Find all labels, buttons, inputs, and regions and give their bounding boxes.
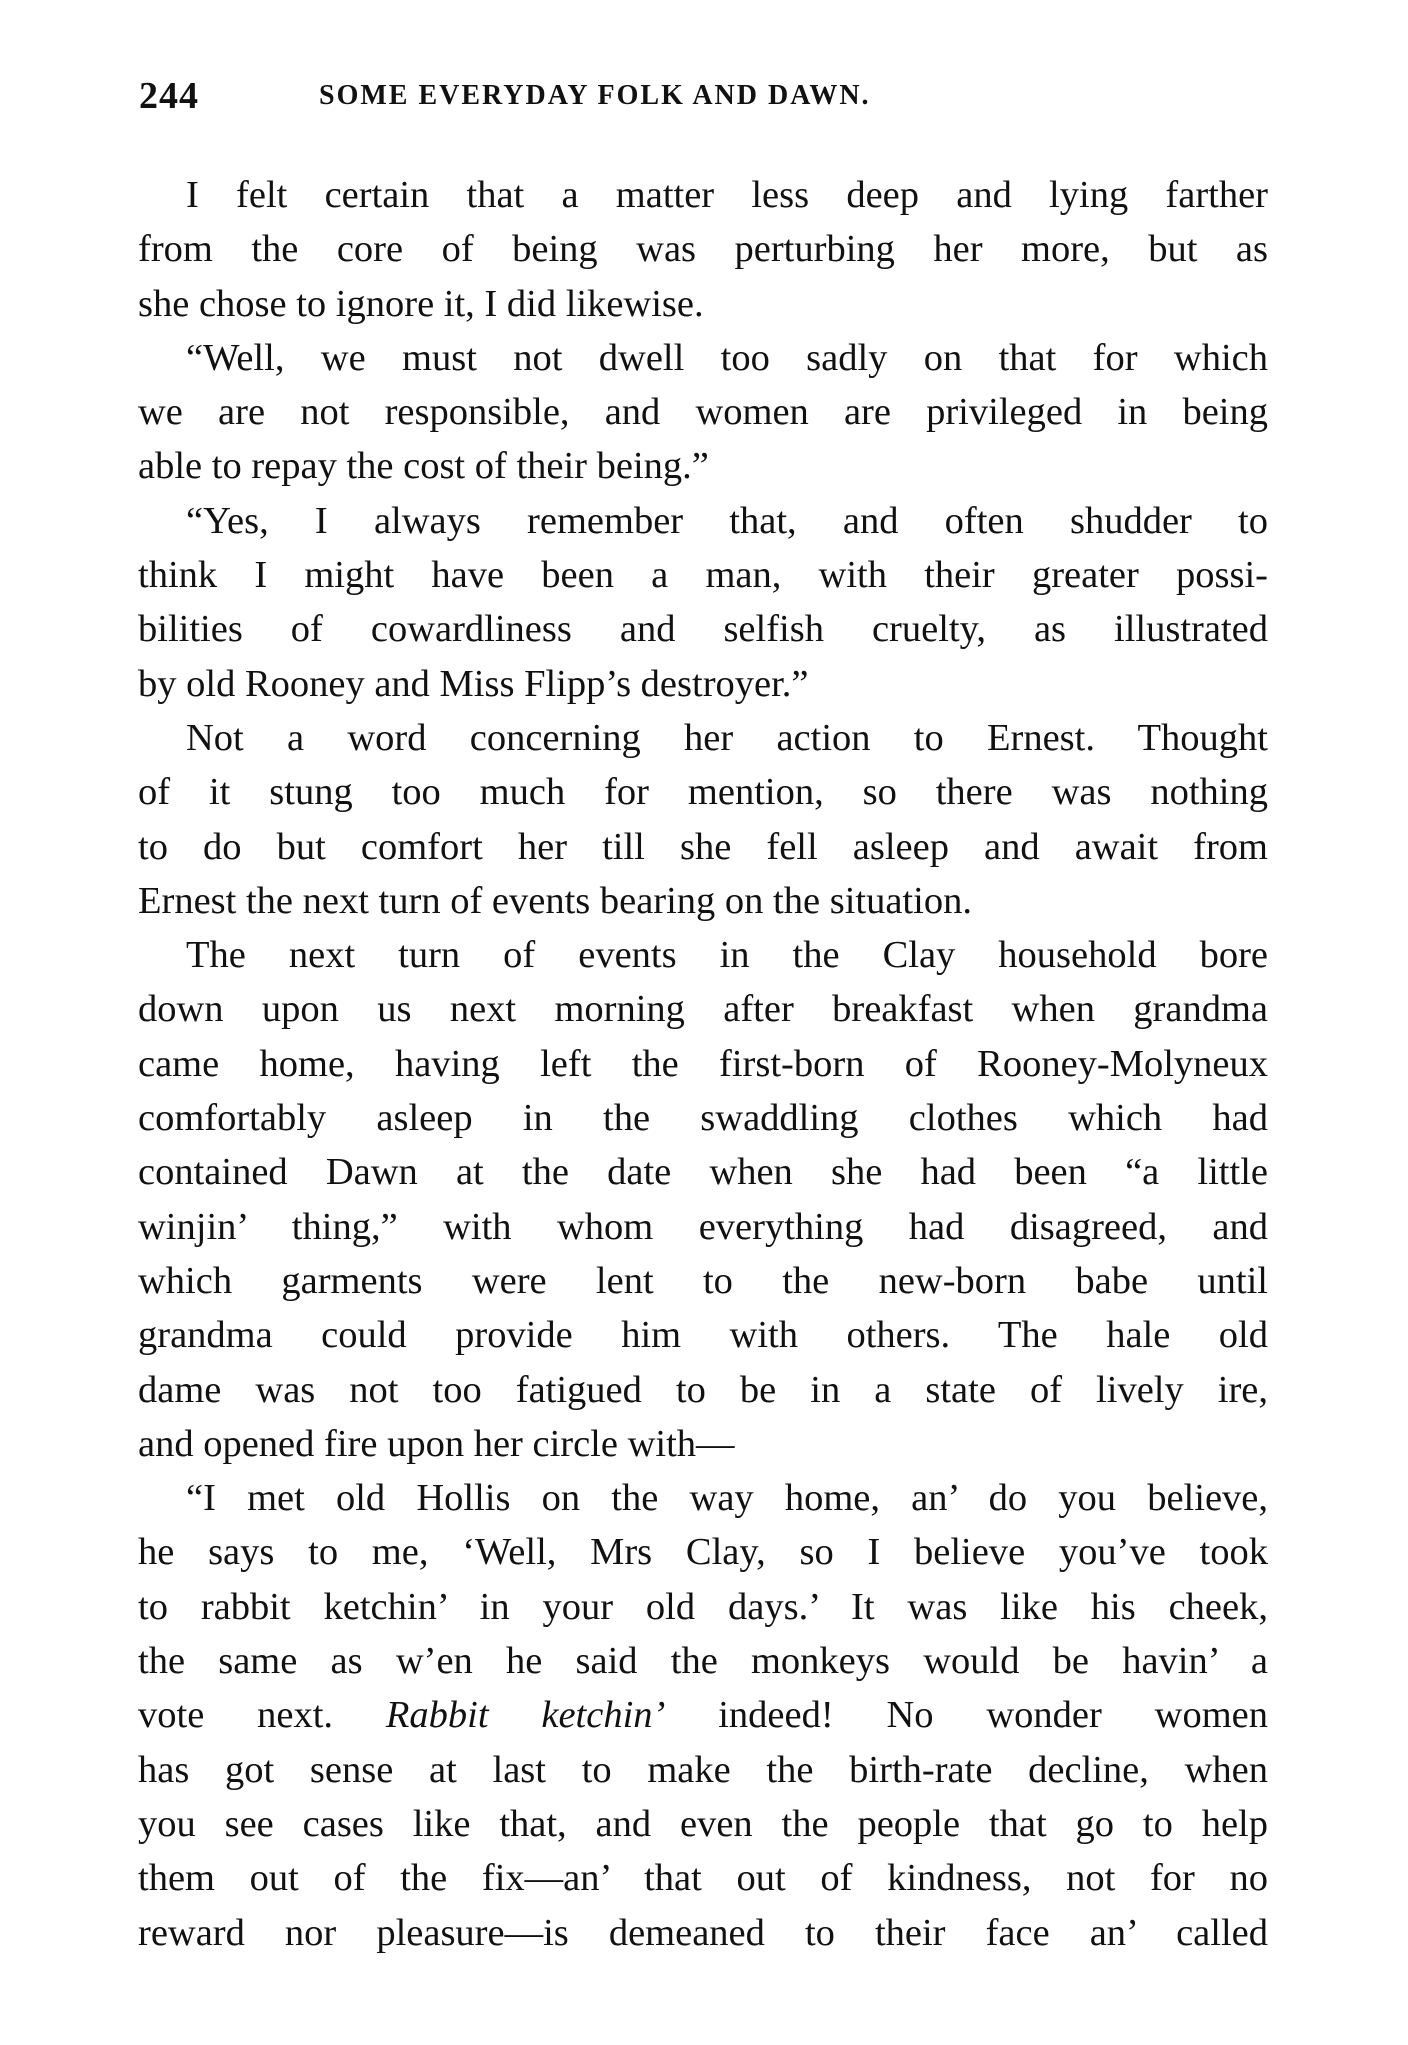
- text-line: winjin’ thing,” with whom everything had disagreed, and: [138, 1205, 1268, 1248]
- text-line: think I might have been a man, with their greater possi-: [138, 554, 1268, 597]
- text-line: you see cases like that, and even the people that go to help: [138, 1802, 1268, 1845]
- text-line: I felt certain that a matter less deep and lying farther: [186, 174, 1268, 216]
- text-line: to rabbit ketchin’ in your old days.’ It was like his cheek,: [138, 1585, 1268, 1628]
- text-line: “Yes, I always remember that, and often shudder to: [186, 499, 1268, 542]
- text-line: them out of the fix—an’ that out of kindness, not for no: [138, 1857, 1268, 1900]
- text-line: bilities of cowardliness and selfish cruelty, as illustrated: [138, 608, 1268, 651]
- page-header: [139, 74, 1269, 134]
- running-title: SOME EVERYDAY FOLK AND DAWN.: [319, 80, 871, 111]
- text-line: “I met old Hollis on the way home, an’ do you believe,: [186, 1477, 1268, 1520]
- text-line-with-italic: [138, 1688, 1268, 1742]
- text-line: we are not responsible, and women are privileged in being: [138, 391, 1268, 434]
- text-line: contained Dawn at the date when she had been “a little: [138, 1151, 1268, 1194]
- text-segment: vote next.: [138, 1694, 386, 1737]
- text-line: and opened fire upon her circle with—: [138, 1422, 735, 1465]
- text-line: by old Rooney and Miss Flipp’s destroyer.”: [138, 662, 809, 705]
- italic-phrase: Rabbit ketchin’: [385, 1694, 666, 1737]
- text-segment: indeed! No wonder women: [665, 1694, 1268, 1737]
- text-line: she chose to ignore it, I did likewise.: [138, 282, 704, 325]
- text-line: which garments were lent to the new-born babe until: [138, 1259, 1268, 1302]
- text-line: from the core of being was perturbing her more, but as: [138, 228, 1268, 271]
- text-line: the same as w’en he said the monkeys would be havin’ a: [138, 1640, 1268, 1683]
- text-line: able to repay the cost of their being.”: [138, 445, 709, 488]
- text-line: dame was not too fatigued to be in a state of lively ire,: [138, 1368, 1268, 1411]
- text-line: Ernest the next turn of events bearing on the situation.: [138, 879, 972, 922]
- text-line: of it stung too much for mention, so there was nothing: [138, 771, 1268, 814]
- text-line: comfortably asleep in the swaddling clothes which had: [138, 1097, 1268, 1140]
- text-line: down upon us next morning after breakfast when grandma: [138, 988, 1268, 1031]
- text-line: Not a word concerning her action to Ernest. Thought: [186, 716, 1268, 759]
- text-line: The next turn of events in the Clay household bore: [186, 934, 1268, 977]
- text-line: to do but comfort her till she fell asleep and await from: [138, 825, 1268, 868]
- text-line: “Well, we must not dwell too sadly on that for which: [186, 336, 1268, 379]
- text-line: he says to me, ‘Well, Mrs Clay, so I believe you’ve took: [138, 1531, 1268, 1574]
- text-line: came home, having left the first-born of Rooney-Molyneux: [138, 1042, 1268, 1085]
- page-number: 244: [139, 75, 199, 117]
- text-line: grandma could provide him with others. The hale old: [138, 1314, 1268, 1357]
- text-line: reward nor pleasure—is demeaned to their face an’ called: [138, 1911, 1268, 1954]
- body-text: [138, 168, 1268, 1960]
- text-line: has got sense at last to make the birth-rate decline, when: [138, 1748, 1268, 1791]
